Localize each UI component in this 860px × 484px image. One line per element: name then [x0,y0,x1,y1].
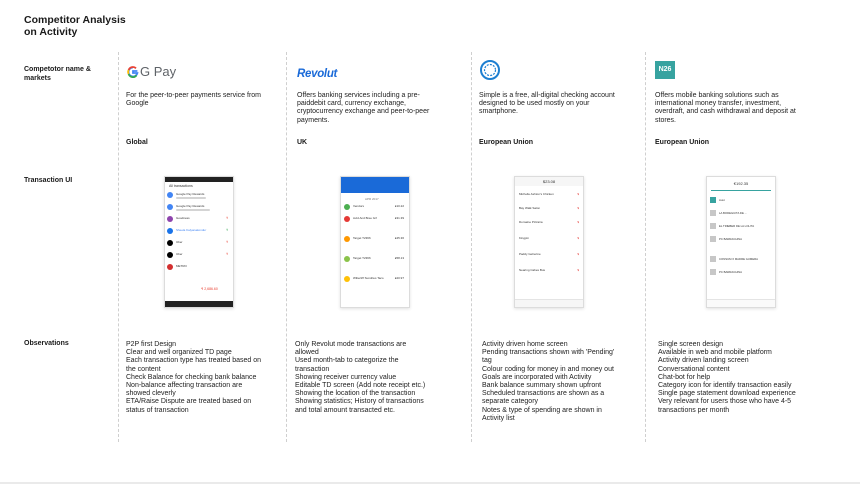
simple-tab-bar [515,299,583,307]
observation-item: Chat-bot for help [658,373,711,381]
n26-balance: €192.35 [733,181,749,186]
observation-item: Category icon for identify transaction easily [658,382,792,390]
revolut-row: Avid And Bree Gif [353,216,377,220]
n26-logo: N26 [655,61,675,79]
simple-description: Simple is a free, all-digital checking account designed to be used mostly on your smartphone. [479,92,615,116]
observation-item: Single page statement download experience [658,390,796,398]
simple-row: Nearing Cabes Bus [519,268,546,272]
revolut-logo-text: Revolut [297,68,338,80]
column-divider [471,52,472,442]
observation-item: Showing receiver currency value [295,373,397,381]
observation-item: Check Balance for checking bank balance [126,373,257,381]
simple-row: Bay Walk Salon [519,206,541,210]
gpay-description: For the peer-to-peer payments service from Google [126,92,261,108]
gpay-phone-screenshot: All transactions Google Pay Rewards Google Pay Rewards Goodness ₹ Sheela Kalyanakondur ₹ Uber ₹ Uber ₹ METRO ₹ 2,686.60 [164,176,234,308]
gpay-logo-text: G Pay [140,64,177,79]
revolut-amount: £31.39 [394,216,404,220]
status-bar [165,177,233,182]
revolut-logo [297,64,337,82]
column-divider [286,52,287,442]
observation-item: transaction [295,365,330,373]
observation-item: Activity driven landing screen [658,357,749,365]
n26-phone-screenshot [706,176,776,308]
observation-item: Pending transactions shown with 'Pending' [482,349,615,357]
gpay-row: Goodness [176,216,190,220]
simple-row: Michelle Ashton's Chicken [519,192,554,196]
observation-item: tag [482,357,492,365]
revolut-row: Target T2366 [353,236,371,240]
revolut-header-bar [341,177,409,193]
observation-item: Each transaction type has treated based on [126,357,262,365]
observation-item: Clear and well organized TD page [126,349,232,357]
revolut-phone-screenshot [340,176,410,308]
n26-row: LA BODEGUITA DE ... [719,211,747,215]
revolut-amount: £45.36 [394,236,404,240]
observation-item: P2P first Design [126,341,177,348]
observation-item: ETA/Raise Dispute are treated based on [126,398,252,406]
simple-logo-icon [479,59,501,81]
gpay-observations [126,341,284,415]
column-divider [645,52,646,442]
observation-item: Conversational content [658,365,730,373]
observation-item: Scheduled transactions are shown as a [482,390,605,398]
n26-row: CONSUM X MADRE GUMERA [719,257,759,261]
observation-item: the content [126,365,161,373]
gpay-row: Uber [176,240,183,244]
simple-row: Paddy Geherine [519,252,541,256]
revolut-row: Target T2366 [353,256,371,260]
simple-market: European Union [479,139,534,146]
simple-row: Domaine Pizzaria [519,220,543,224]
n26-tab-bar [707,299,775,307]
observation-item: status of transaction [126,406,189,414]
row-label-observations: Observations [24,340,69,347]
observation-item: and total amount transacted etc. [295,406,396,414]
revolut-amount: £10.22 [394,204,404,208]
n26-row: PC BARRACHINA [719,270,743,274]
n26-market: European Union [655,139,710,146]
observation-item: allowed [295,349,319,357]
revolut-amount: £58.13 [394,256,404,260]
n26-row: PC BARRACHINA [719,237,743,241]
simple-phone-screenshot: $23.08 Michelle Ashton's Chicken $ Bay Walk Salon $ Domaine Pizzaria $ Kingpin $ Paddy Geherine $ Nearing Cabes Bus $ [514,176,584,308]
observation-item: Very relevant for users those who have 4-5 [658,398,792,406]
observation-item: Notes & type of spending are shown in [482,406,602,414]
n26-row: Aust [719,198,725,202]
revolut-month: APR 2017 [365,197,379,201]
n26-row: EL TRIEBER DE LA LOLITA [719,224,755,228]
simple-balance: $23.08 [542,179,556,184]
n26-description: Offers mobile banking solutions such as international money transfer, investment, overdraft, and cash withdrawal and deposit at stores. [655,92,796,124]
observation-item: Showing the location of the transaction [295,390,416,398]
revolut-row: Wiltertiff Sundries Taco [353,276,384,280]
observation-item: Available in web and mobile platform [658,349,772,357]
observation-item: Goals are incorporated with Activity [482,373,592,381]
observation-item: transactions per month [658,406,730,414]
observation-item: Non-balance affecting transaction are [126,382,243,390]
n26-observations [658,341,838,415]
simple-logo [479,59,501,86]
observation-item: Bank balance summary shown upfront [482,382,602,390]
simple-row: Kingpin [519,236,530,240]
gpay-row: Google Pay Rewards [176,192,205,196]
row-label-competitor: Competotor name & markets [24,66,91,82]
gpay-row: Google Pay Rewards [176,204,205,208]
observation-item: Editable TD screen (Add note receipt etc.) [295,382,426,390]
revolut-row: Vendors [353,204,365,208]
gpay-logo [126,64,177,80]
gpay-row: METRO [176,264,187,268]
row-label-transaction-ui: Transaction UI [24,177,73,184]
revolut-market: UK [297,139,308,146]
observation-item: Activity driven home screen [482,341,568,348]
simple-observations [482,341,642,423]
page-title: Competitor Analysis on Activity [24,14,126,38]
observation-item: Showing statistics; History of transactions [295,398,424,406]
gpay-row: Uber [176,252,183,256]
revolut-amount: £20.97 [394,276,404,280]
gpay-total: ₹ 2,686.60 [201,287,218,291]
gpay-market: Global [126,139,148,146]
observation-item: Activity list [482,414,515,422]
nav-bar [165,301,233,307]
observation-item: Used month-tab to categorize the [295,357,399,365]
revolut-description: Offers banking services including a pre-paiddebit card, currency exchange, cryptocurrency exchange and peer-to-peer payments. [297,92,430,124]
revolut-observations [295,341,467,415]
observation-item: separate category [482,398,539,406]
observation-item: Only Revolut mode transactions are [295,341,407,348]
gpay-row: Sheela Kalyanakondur [176,228,207,232]
observation-item: Colour coding for money in and money out [482,365,614,373]
observation-item: Single screen design [658,341,723,348]
gpay-screen-header: All transactions [169,184,193,188]
column-divider [118,52,119,442]
observation-item: showed cleverly [126,390,176,398]
